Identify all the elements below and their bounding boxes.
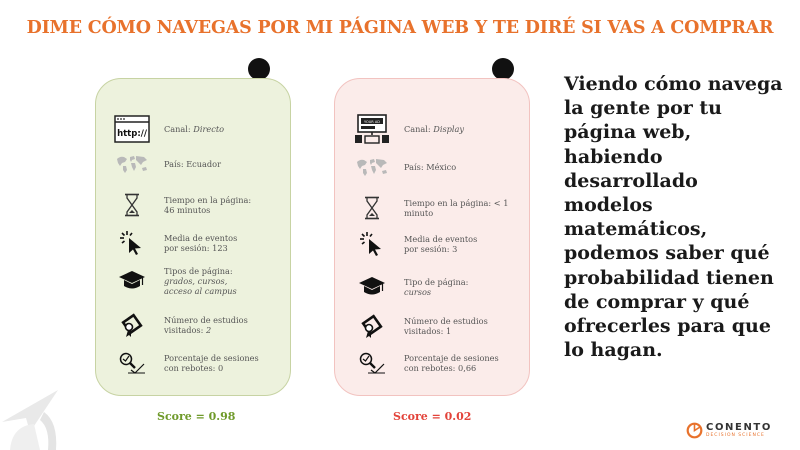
row-studies-visited: Número de estudios visitados: 2: [112, 310, 248, 340]
cursor-click-icon: [112, 228, 152, 258]
score-buyer: Score = 0.98: [157, 410, 236, 423]
row-time-on-page: Tiempo en la página: 46 minutos: [112, 190, 251, 220]
arrow-watermark-icon: [0, 382, 70, 450]
display-ad-icon: [352, 114, 392, 144]
diploma-icon: [112, 310, 152, 340]
conento-logo: [686, 422, 772, 439]
row-studies-visited: Número de estudios visitados: 1: [352, 311, 488, 341]
row-bounce-rate: Porcentaje de sesiones con rebotes: 0,66: [352, 348, 499, 378]
row-channel: YOUR AD Canal: Display: [352, 114, 464, 144]
hourglass-icon: [112, 190, 152, 220]
graduation-cap-icon: [352, 272, 392, 302]
world-map-icon: [112, 149, 152, 179]
browser-url-icon: [112, 114, 152, 144]
world-map-icon: [352, 152, 392, 182]
row-channel: http:// Canal: Directo: [112, 114, 224, 144]
row-events: Media de eventos por sesión: 3: [352, 229, 477, 259]
row-events: Media de eventos por sesión: 123: [112, 228, 237, 258]
hourglass-icon: [352, 193, 392, 223]
svg-text:http://: http://: [117, 129, 147, 139]
diploma-icon: [352, 311, 392, 341]
score-non-buyer: Score = 0.02: [393, 410, 472, 423]
row-page-types: Tipo de página: cursos: [352, 272, 468, 302]
logo-brand: CONENTO: [706, 421, 772, 433]
row-bounce-rate: Porcentaje de sesiones con rebotes: 0: [112, 348, 259, 378]
svg-text:YOUR AD: YOUR AD: [364, 120, 380, 124]
magnifier-check-icon: [112, 348, 152, 378]
graduation-cap-icon: [112, 266, 152, 296]
conento-logo-icon: [686, 422, 703, 439]
row-page-types: Tipos de página: grados, cursos, acceso al campus: [112, 266, 237, 296]
logo-subtitle: DECISION SCIENCE: [706, 432, 765, 438]
row-country: País: México: [352, 152, 456, 182]
row-time-on-page: Tiempo en la página: < 1 minuto: [352, 193, 508, 223]
page-title: DIME CÓMO NAVEGAS POR MI PÁGINA WEB Y TE DIRÉ SI VAS A COMPRAR: [26, 18, 774, 38]
row-country: País: Ecuador: [112, 149, 221, 179]
cursor-click-icon: [352, 229, 392, 259]
explanation-text: Viendo cómo navega la gente por tu página web, habiendo desarrollado modelos matemáticos, podemos saber qué probabilidad tienen de comprar y qué ofrecerles para que lo hagan.: [564, 73, 783, 362]
magnifier-check-icon: [352, 348, 392, 378]
